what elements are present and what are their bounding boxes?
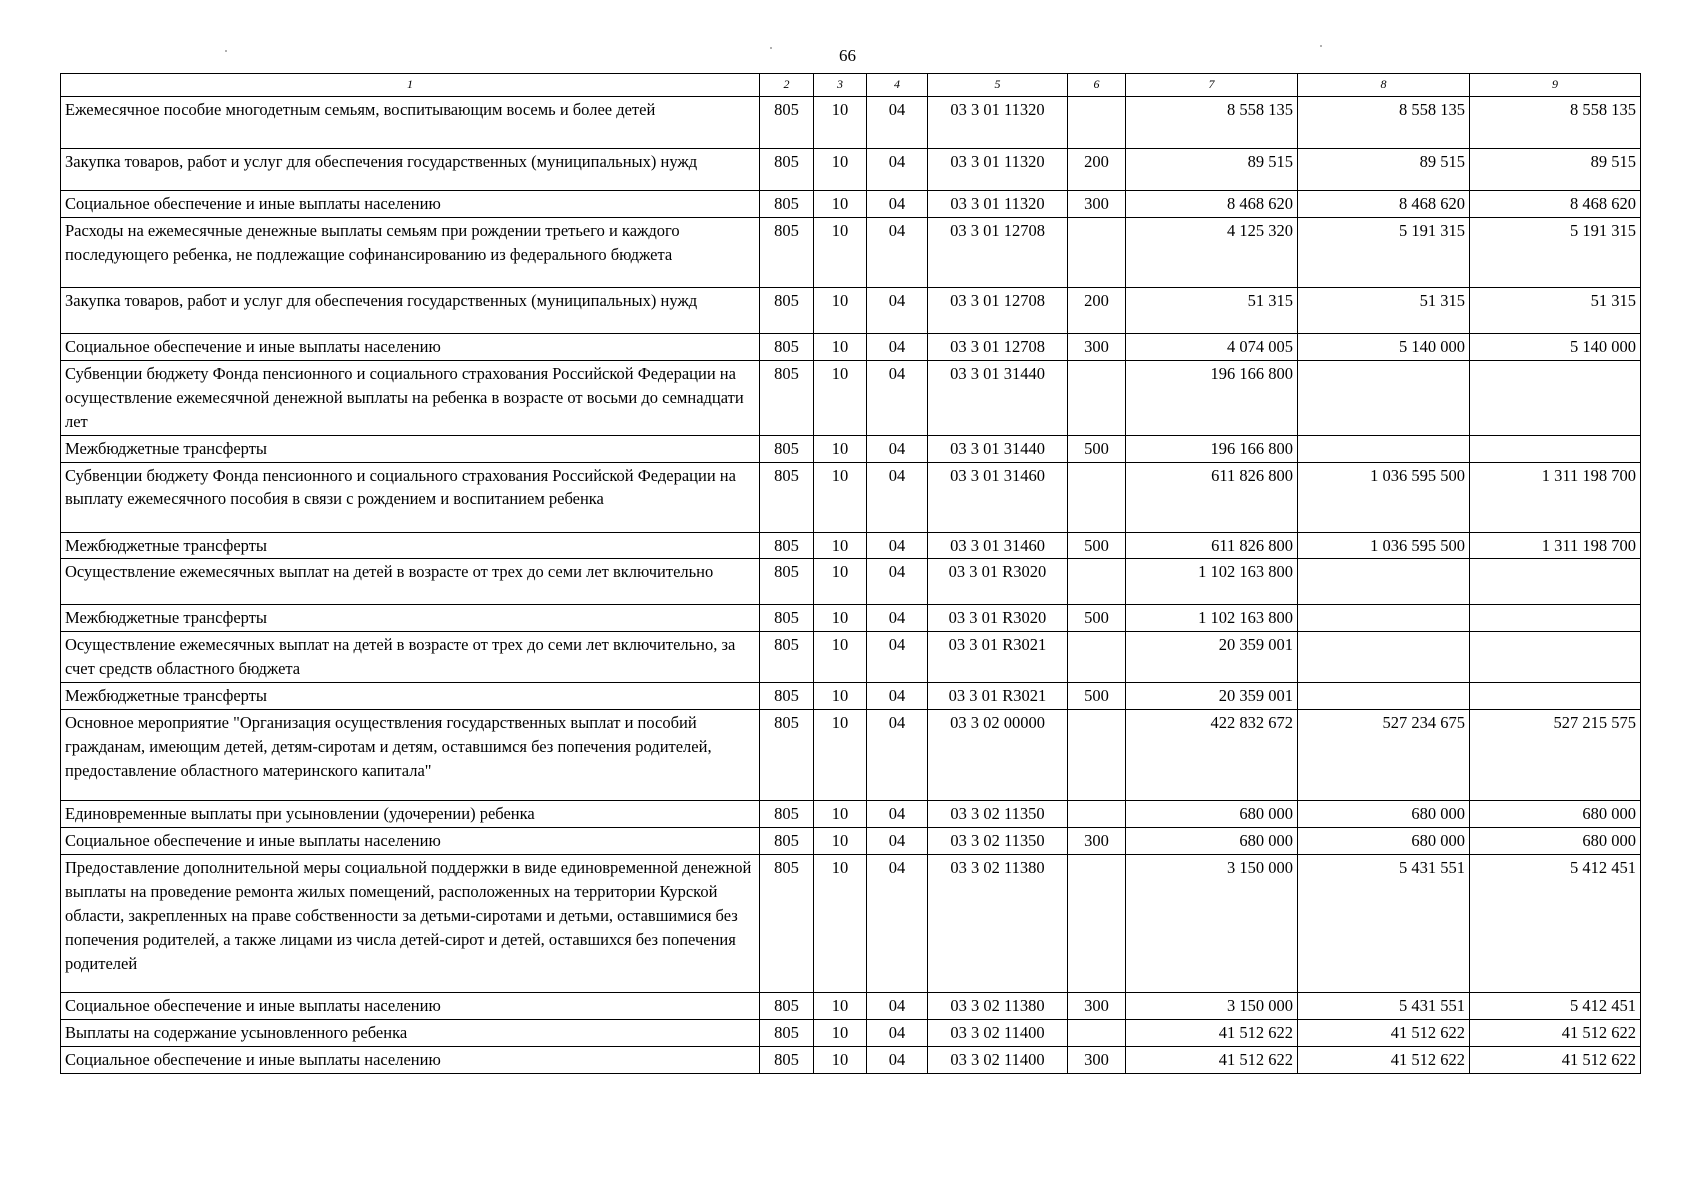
table-row [61,683,1641,710]
cell-target-article: 03 3 01 11320 [928,149,1068,191]
table-row [61,462,1641,532]
cell-target-article: 03 3 01 11320 [928,97,1068,149]
cell-amount-col8: 680 000 [1298,801,1470,828]
cell-amount-col9: 41 512 622 [1470,1019,1641,1046]
cell-amount-col7: 422 832 672 [1126,710,1298,801]
cell-amount-col9: 527 215 575 [1470,710,1641,801]
cell-amount-col8: 527 234 675 [1298,710,1470,801]
cell-admin-code: 805 [760,287,814,333]
cell-section: 10 [814,992,867,1019]
cell-amount-col9 [1470,435,1641,462]
cell-target-article: 03 3 01 12708 [928,333,1068,360]
cell-amount-col8: 8 558 135 [1298,97,1470,149]
cell-section: 10 [814,1046,867,1073]
cell-expense-type: 500 [1068,532,1126,559]
table-row [61,360,1641,435]
cell-section: 10 [814,801,867,828]
cell-admin-code: 805 [760,462,814,532]
table-row [61,854,1641,992]
row-name: Межбюджетные трансферты [61,435,760,462]
cell-section: 10 [814,632,867,683]
cell-amount-col7: 51 315 [1126,287,1298,333]
cell-amount-col9: 41 512 622 [1470,1046,1641,1073]
row-name: Осуществление ежемесячных выплат на детей в возрасте от трех до семи лет включительно [61,559,760,605]
row-name: Субвенции бюджету Фонда пенсионного и социального страхования Российской Федерации на осуществление ежемесячной денежной выплаты на ребенка в возрасте от восьми до семнадцати лет [61,360,760,435]
cell-amount-col9: 5 412 451 [1470,854,1641,992]
row-name: Социальное обеспечение и иные выплаты населению [61,1046,760,1073]
row-name: Закупка товаров, работ и услуг для обеспечения государственных (муниципальных) нужд [61,287,760,333]
cell-admin-code: 805 [760,435,814,462]
cell-subsection: 04 [867,191,928,218]
cell-target-article: 03 3 02 00000 [928,710,1068,801]
cell-section: 10 [814,435,867,462]
cell-expense-type: 300 [1068,333,1126,360]
cell-admin-code: 805 [760,191,814,218]
cell-amount-col9: 1 311 198 700 [1470,532,1641,559]
cell-expense-type [1068,559,1126,605]
cell-subsection: 04 [867,1046,928,1073]
cell-section: 10 [814,710,867,801]
cell-amount-col8 [1298,683,1470,710]
cell-amount-col8: 1 036 595 500 [1298,532,1470,559]
cell-target-article: 03 3 01 31460 [928,462,1068,532]
cell-amount-col7: 680 000 [1126,801,1298,828]
cell-admin-code: 805 [760,360,814,435]
scan-speck [770,47,772,49]
cell-amount-col9: 89 515 [1470,149,1641,191]
cell-expense-type: 200 [1068,287,1126,333]
table-header-row [61,74,1641,97]
table-row [61,992,1641,1019]
cell-subsection: 04 [867,605,928,632]
cell-admin-code: 805 [760,559,814,605]
table-row [61,149,1641,191]
cell-target-article: 03 3 01 R3020 [928,605,1068,632]
row-name: Социальное обеспечение и иные выплаты населению [61,333,760,360]
cell-subsection: 04 [867,287,928,333]
cell-target-article: 03 3 01 R3021 [928,632,1068,683]
cell-amount-col8: 51 315 [1298,287,1470,333]
cell-expense-type [1068,854,1126,992]
cell-section: 10 [814,683,867,710]
row-name: Межбюджетные трансферты [61,605,760,632]
cell-subsection: 04 [867,217,928,287]
cell-amount-col8 [1298,435,1470,462]
cell-amount-col9: 51 315 [1470,287,1641,333]
table-row [61,559,1641,605]
cell-subsection: 04 [867,992,928,1019]
cell-amount-col9: 1 311 198 700 [1470,462,1641,532]
cell-expense-type: 500 [1068,683,1126,710]
cell-expense-type [1068,710,1126,801]
cell-expense-type: 300 [1068,992,1126,1019]
row-name: Расходы на ежемесячные денежные выплаты семьям при рождении третьего и каждого последующего ребенка, не подлежащие софинансированию из федерального бюджета [61,217,760,287]
row-name: Социальное обеспечение и иные выплаты населению [61,992,760,1019]
cell-amount-col9 [1470,360,1641,435]
row-name: Ежемесячное пособие многодетным семьям, воспитывающим восемь и более детей [61,97,760,149]
cell-amount-col9 [1470,632,1641,683]
cell-amount-col8 [1298,632,1470,683]
cell-amount-col8: 89 515 [1298,149,1470,191]
cell-admin-code: 805 [760,854,814,992]
row-name: Социальное обеспечение и иные выплаты населению [61,828,760,855]
cell-amount-col7: 20 359 001 [1126,632,1298,683]
cell-amount-col8: 41 512 622 [1298,1046,1470,1073]
cell-admin-code: 805 [760,828,814,855]
row-name: Предоставление дополнительной меры социальной поддержки в виде единовременной денежной выплаты на проведение ремонта жилых помещений, расположенных на территории Курской области, закрепленных на праве собственности за детьми-сиротами и детьми, оставшимися без попечения родителей, а также лицами из числа детей-сирот и детей, оставшихся без попечения родителей [61,854,760,992]
cell-subsection: 04 [867,854,928,992]
cell-admin-code: 805 [760,217,814,287]
cell-amount-col7: 41 512 622 [1126,1019,1298,1046]
table-row [61,1046,1641,1073]
cell-section: 10 [814,97,867,149]
cell-target-article: 03 3 02 11380 [928,854,1068,992]
scan-speck [225,50,227,52]
cell-subsection: 04 [867,333,928,360]
cell-admin-code: 805 [760,992,814,1019]
table-body [61,97,1641,1074]
cell-amount-col9: 5 412 451 [1470,992,1641,1019]
row-name: Основное мероприятие "Организация осуществления государственных выплат и пособий гражданам, имеющим детей, детям-сиротам и детям, оставшимся без попечения родителей, предоставление областного материнского капитала" [61,710,760,801]
cell-amount-col9 [1470,683,1641,710]
cell-target-article: 03 3 01 31440 [928,435,1068,462]
cell-amount-col8 [1298,360,1470,435]
cell-amount-col7: 8 468 620 [1126,191,1298,218]
cell-subsection: 04 [867,532,928,559]
header-cell: 7 [1126,74,1298,97]
table-row [61,97,1641,149]
cell-amount-col7: 89 515 [1126,149,1298,191]
table-row [61,435,1641,462]
cell-amount-col7: 196 166 800 [1126,360,1298,435]
budget-table [60,73,1641,1074]
cell-expense-type: 500 [1068,435,1126,462]
cell-amount-col7: 3 150 000 [1126,992,1298,1019]
cell-amount-col9: 5 191 315 [1470,217,1641,287]
cell-expense-type [1068,462,1126,532]
cell-target-article: 03 3 02 11400 [928,1046,1068,1073]
cell-subsection: 04 [867,435,928,462]
cell-amount-col9 [1470,559,1641,605]
row-name: Закупка товаров, работ и услуг для обеспечения государственных (муниципальных) нужд [61,149,760,191]
row-name: Социальное обеспечение и иные выплаты населению [61,191,760,218]
header-cell: 1 [61,74,760,97]
cell-section: 10 [814,360,867,435]
cell-amount-col7: 4 125 320 [1126,217,1298,287]
cell-subsection: 04 [867,828,928,855]
table-row [61,191,1641,218]
cell-section: 10 [814,1019,867,1046]
header-cell: 2 [760,74,814,97]
cell-section: 10 [814,191,867,218]
row-name: Субвенции бюджету Фонда пенсионного и социального страхования Российской Федерации на выплату ежемесячного пособия в связи с рождением и воспитанием ребенка [61,462,760,532]
cell-amount-col7: 1 102 163 800 [1126,559,1298,605]
table-row [61,828,1641,855]
cell-target-article: 03 3 02 11400 [928,1019,1068,1046]
cell-amount-col9: 8 468 620 [1470,191,1641,218]
cell-section: 10 [814,287,867,333]
table-row [61,333,1641,360]
cell-amount-col7: 611 826 800 [1126,532,1298,559]
cell-amount-col8: 1 036 595 500 [1298,462,1470,532]
cell-amount-col7: 680 000 [1126,828,1298,855]
cell-amount-col9 [1470,605,1641,632]
cell-admin-code: 805 [760,683,814,710]
cell-target-article: 03 3 02 11380 [928,992,1068,1019]
scan-speck [1320,45,1322,47]
cell-amount-col8: 5 140 000 [1298,333,1470,360]
cell-target-article: 03 3 01 12708 [928,217,1068,287]
cell-section: 10 [814,217,867,287]
cell-section: 10 [814,333,867,360]
header-cell: 9 [1470,74,1641,97]
table-row [61,605,1641,632]
cell-section: 10 [814,462,867,532]
row-name: Межбюджетные трансферты [61,532,760,559]
cell-subsection: 04 [867,462,928,532]
cell-admin-code: 805 [760,333,814,360]
cell-amount-col9: 680 000 [1470,828,1641,855]
cell-amount-col8 [1298,559,1470,605]
cell-amount-col7: 41 512 622 [1126,1046,1298,1073]
cell-amount-col8: 5 431 551 [1298,854,1470,992]
header-cell: 8 [1298,74,1470,97]
cell-amount-col7: 8 558 135 [1126,97,1298,149]
cell-subsection: 04 [867,1019,928,1046]
cell-section: 10 [814,605,867,632]
cell-target-article: 03 3 02 11350 [928,828,1068,855]
row-name: Межбюджетные трансферты [61,683,760,710]
cell-subsection: 04 [867,97,928,149]
cell-amount-col8 [1298,605,1470,632]
cell-target-article: 03 3 01 R3021 [928,683,1068,710]
cell-amount-col8: 41 512 622 [1298,1019,1470,1046]
row-name: Единовременные выплаты при усыновлении (удочерении) ребенка [61,801,760,828]
cell-subsection: 04 [867,149,928,191]
cell-target-article: 03 3 01 R3020 [928,559,1068,605]
cell-expense-type: 200 [1068,149,1126,191]
page-number: 66 [839,46,856,65]
cell-admin-code: 805 [760,710,814,801]
cell-amount-col8: 5 191 315 [1298,217,1470,287]
row-name: Осуществление ежемесячных выплат на детей в возрасте от трех до семи лет включительно, за счет средств областного бюджета [61,632,760,683]
cell-expense-type [1068,97,1126,149]
cell-admin-code: 805 [760,532,814,559]
cell-subsection: 04 [867,801,928,828]
cell-admin-code: 805 [760,1019,814,1046]
cell-admin-code: 805 [760,605,814,632]
header-cell: 5 [928,74,1068,97]
cell-amount-col7: 3 150 000 [1126,854,1298,992]
header-cell: 4 [867,74,928,97]
cell-expense-type: 300 [1068,1046,1126,1073]
cell-section: 10 [814,828,867,855]
table-row [61,710,1641,801]
cell-amount-col9: 5 140 000 [1470,333,1641,360]
cell-amount-col8: 5 431 551 [1298,992,1470,1019]
table-row [61,632,1641,683]
cell-expense-type [1068,1019,1126,1046]
table-row [61,217,1641,287]
cell-expense-type [1068,360,1126,435]
cell-amount-col8: 8 468 620 [1298,191,1470,218]
cell-subsection: 04 [867,632,928,683]
cell-section: 10 [814,559,867,605]
cell-amount-col9: 8 558 135 [1470,97,1641,149]
cell-amount-col7: 1 102 163 800 [1126,605,1298,632]
cell-section: 10 [814,854,867,992]
row-name: Выплаты на содержание усыновленного ребенка [61,1019,760,1046]
table-row [61,287,1641,333]
cell-expense-type [1068,632,1126,683]
cell-amount-col7: 196 166 800 [1126,435,1298,462]
cell-admin-code: 805 [760,97,814,149]
cell-amount-col9: 680 000 [1470,801,1641,828]
cell-admin-code: 805 [760,149,814,191]
cell-target-article: 03 3 01 12708 [928,287,1068,333]
cell-subsection: 04 [867,559,928,605]
cell-amount-col7: 20 359 001 [1126,683,1298,710]
cell-target-article: 03 3 01 11320 [928,191,1068,218]
cell-target-article: 03 3 02 11350 [928,801,1068,828]
header-cell: 3 [814,74,867,97]
cell-expense-type [1068,217,1126,287]
header-cell: 6 [1068,74,1126,97]
cell-target-article: 03 3 01 31460 [928,532,1068,559]
cell-subsection: 04 [867,683,928,710]
cell-admin-code: 805 [760,632,814,683]
cell-amount-col8: 680 000 [1298,828,1470,855]
cell-expense-type [1068,801,1126,828]
cell-target-article: 03 3 01 31440 [928,360,1068,435]
cell-amount-col7: 611 826 800 [1126,462,1298,532]
cell-subsection: 04 [867,360,928,435]
cell-section: 10 [814,149,867,191]
cell-expense-type: 300 [1068,191,1126,218]
cell-section: 10 [814,532,867,559]
cell-amount-col7: 4 074 005 [1126,333,1298,360]
cell-expense-type: 500 [1068,605,1126,632]
table-row [61,532,1641,559]
table-row [61,801,1641,828]
table-row [61,1019,1641,1046]
cell-admin-code: 805 [760,1046,814,1073]
cell-admin-code: 805 [760,801,814,828]
cell-subsection: 04 [867,710,928,801]
cell-expense-type: 300 [1068,828,1126,855]
